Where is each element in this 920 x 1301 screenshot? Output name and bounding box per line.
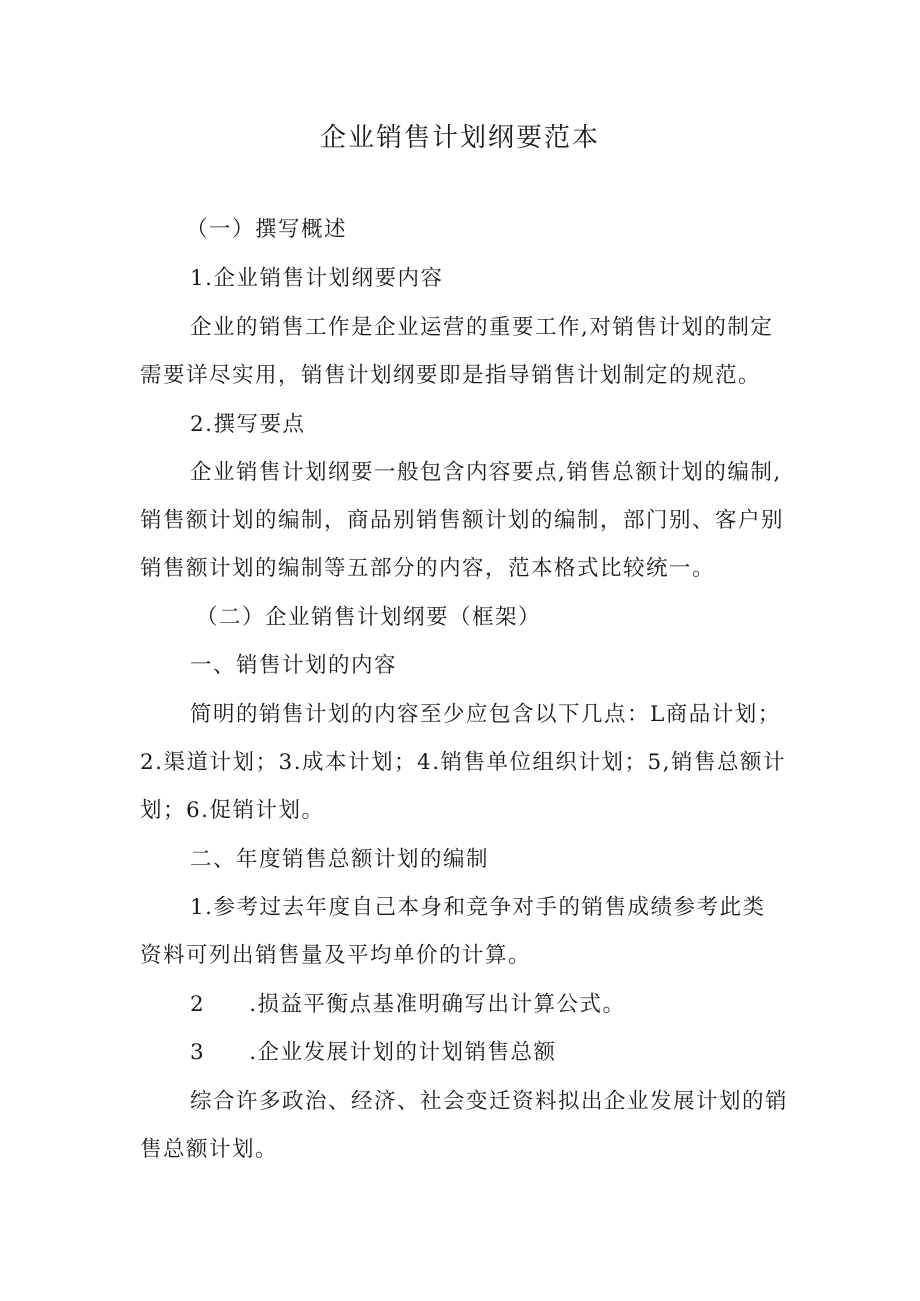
paragraph-line: 综合许多政治、经济、社会变迁资料拟出企业发展计划的销 [190, 1089, 789, 1114]
paragraph-line: 1.参考过去年度自己本身和竞争对手的销售成绩参考此类 [190, 895, 766, 920]
paragraph-line: 销售额计划的编制等五部分的内容，范本格式比较统一。 [140, 556, 716, 581]
item-text: .损益平衡点基准明确写出计算公式。 [249, 992, 626, 1017]
part-heading-plan-content: 一、销售计划的内容 [190, 653, 398, 678]
item-number: 3 [190, 1040, 206, 1065]
paragraph-line: 简明的销售计划的内容至少应包含以下几点：L商品计划； [190, 702, 781, 727]
section-heading-overview: （一）撰写概述 [186, 217, 348, 242]
numbered-item [190, 1035, 557, 1071]
paragraph-line: 销售额计划的编制，商品别销售额计划的编制，部门别、客户别 [140, 508, 785, 533]
paragraph-line: 资料可列出销售量及平均单价的计算。 [140, 943, 532, 968]
item-number: 2 [190, 992, 206, 1017]
paragraph-line: 划；6.促销计划。 [140, 798, 325, 823]
item-text: .企业发展计划的计划销售总额 [249, 1040, 557, 1065]
numbered-item [190, 987, 626, 1023]
paragraph-line: 企业销售计划纲要一般包含内容要点,销售总额计划的编制, [190, 460, 782, 485]
item-heading-content: 1.企业销售计划纲要内容 [190, 266, 444, 291]
paragraph-line: 2.渠道计划；3.成本计划；4.销售单位组织计划；5,销售总额计 [140, 750, 787, 775]
paragraph-line: 企业的销售工作是企业运营的重要工作,对销售计划的制定 [190, 315, 774, 340]
paragraph-line: 售总额计划。 [140, 1137, 279, 1162]
part-heading-annual-total: 二、年度销售总额计划的编制 [190, 847, 490, 872]
document-title: 企业销售计划纲要范本 [319, 123, 600, 153]
section-heading-framework: （二）企业销售计划纲要（框架） [196, 605, 542, 630]
item-heading-key-points: 2.撰写要点 [190, 412, 306, 437]
paragraph-line: 需要详尽实用，销售计划纲要即是指导销售计划制定的规范。 [140, 363, 762, 388]
